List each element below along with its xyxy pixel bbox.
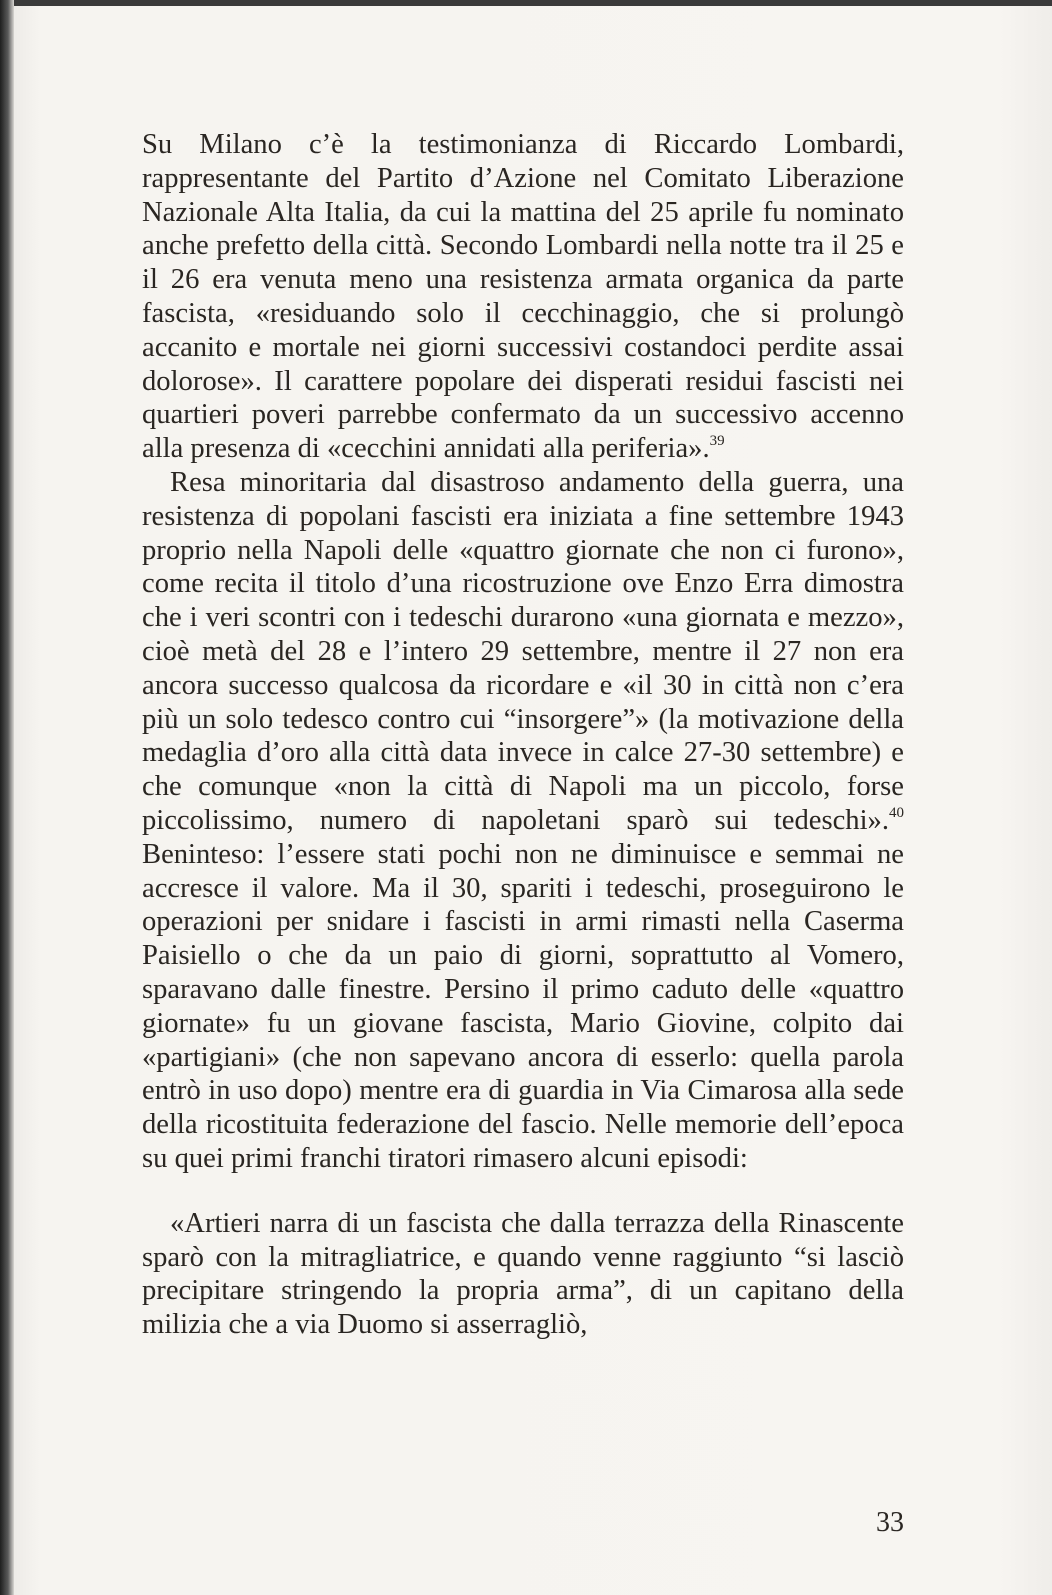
footnote-ref-40: 40 [889,804,904,821]
scan-top-edge [0,0,1052,6]
paragraph-text: Resa minoritaria dal disastroso andamento della guerra, una resistenza di popolani fascisti era iniziata a fine settembre 1943 proprio nella Napoli delle «quattro giornate che non ci furono», come recita il titolo d’una ricostruzione ove Enzo Erra dimostra che i veri scontri con i tedeschi durarono «una giornata e mezzo», cioè metà del 28 e l’intero 29 settembre, mentre il 27 non era ancora successo qualcosa da ricordare e «il 30 in città non c’era più un solo tedesco contro cui “insorgere”» (la motivazione della medaglia d’oro alla città data invece in calce 27-30 settembre) e che comunque «non la città di Napoli ma un piccolo, forse piccolissimo, numero di napoletani sparò sui tedeschi». [142,466,904,836]
footnote-ref-39: 39 [709,433,725,450]
paragraph-text: Su Milano c’è la testimonianza di Riccardo Lombardi, rappresentante del Partito d’Azione nel Comitato Liberazione Nazionale Alta Italia, da cui la mattina del 25 aprile fu nominato anche prefetto della città. Secondo Lombardi nella notte tra il 25 e il 26 era venuta meno una resistenza armata organica da parte fascista, «residuando solo il cecchinaggio, che si prolungò accanito e mortale nei giorni successivi costandoci perdite assai dolorose». Il carattere popolare dei disperati residui fascisti nei quartieri poveri parrebbe confermato da un successivo accenno alla presenza di «cecchini annidati alla periferia». [142,129,904,465]
paragraph-text-continued: Beninteso: l’essere stati pochi non ne diminuisce e semmai ne accresce il valore. Ma il 30, spariti i tedeschi, proseguirono le operazioni per snidare i fascisti in armi rimasti nella Caserma Paisiello o che da un paio di giorni, soprattutto al Vomero, sparavano dalle finestre. Persino il primo caduto delle «quattro giornate» fu un giovane fascista, Mario Giovine, colpito dai «partigiani» (che non sapevano ancora di esserlo: quella parola entrò in uso dopo) mentre era di guardia in Via Cimarosa alla sede della ricostituita federazione del fascio. Nelle memorie dell’epoca su quei primi franchi tiratori rimasero alcuni episodi: [142,838,904,1174]
paragraph-napoli [142,466,904,1176]
page-number: 33 [876,1507,904,1538]
paragraph-lombardi [142,128,904,466]
body-text [142,128,904,1342]
quote-text: «Artieri narra di un fascista che dalla terrazza della Rinascente sparò con la mitragliatrice, e quando venne raggiunto “si lasciò precipitare stringendo la propria arma”, di un capitano della milizia che a via Duomo si asserragliò, [142,1207,904,1341]
block-quote [142,1207,904,1342]
book-spine-shadow [0,0,14,1595]
